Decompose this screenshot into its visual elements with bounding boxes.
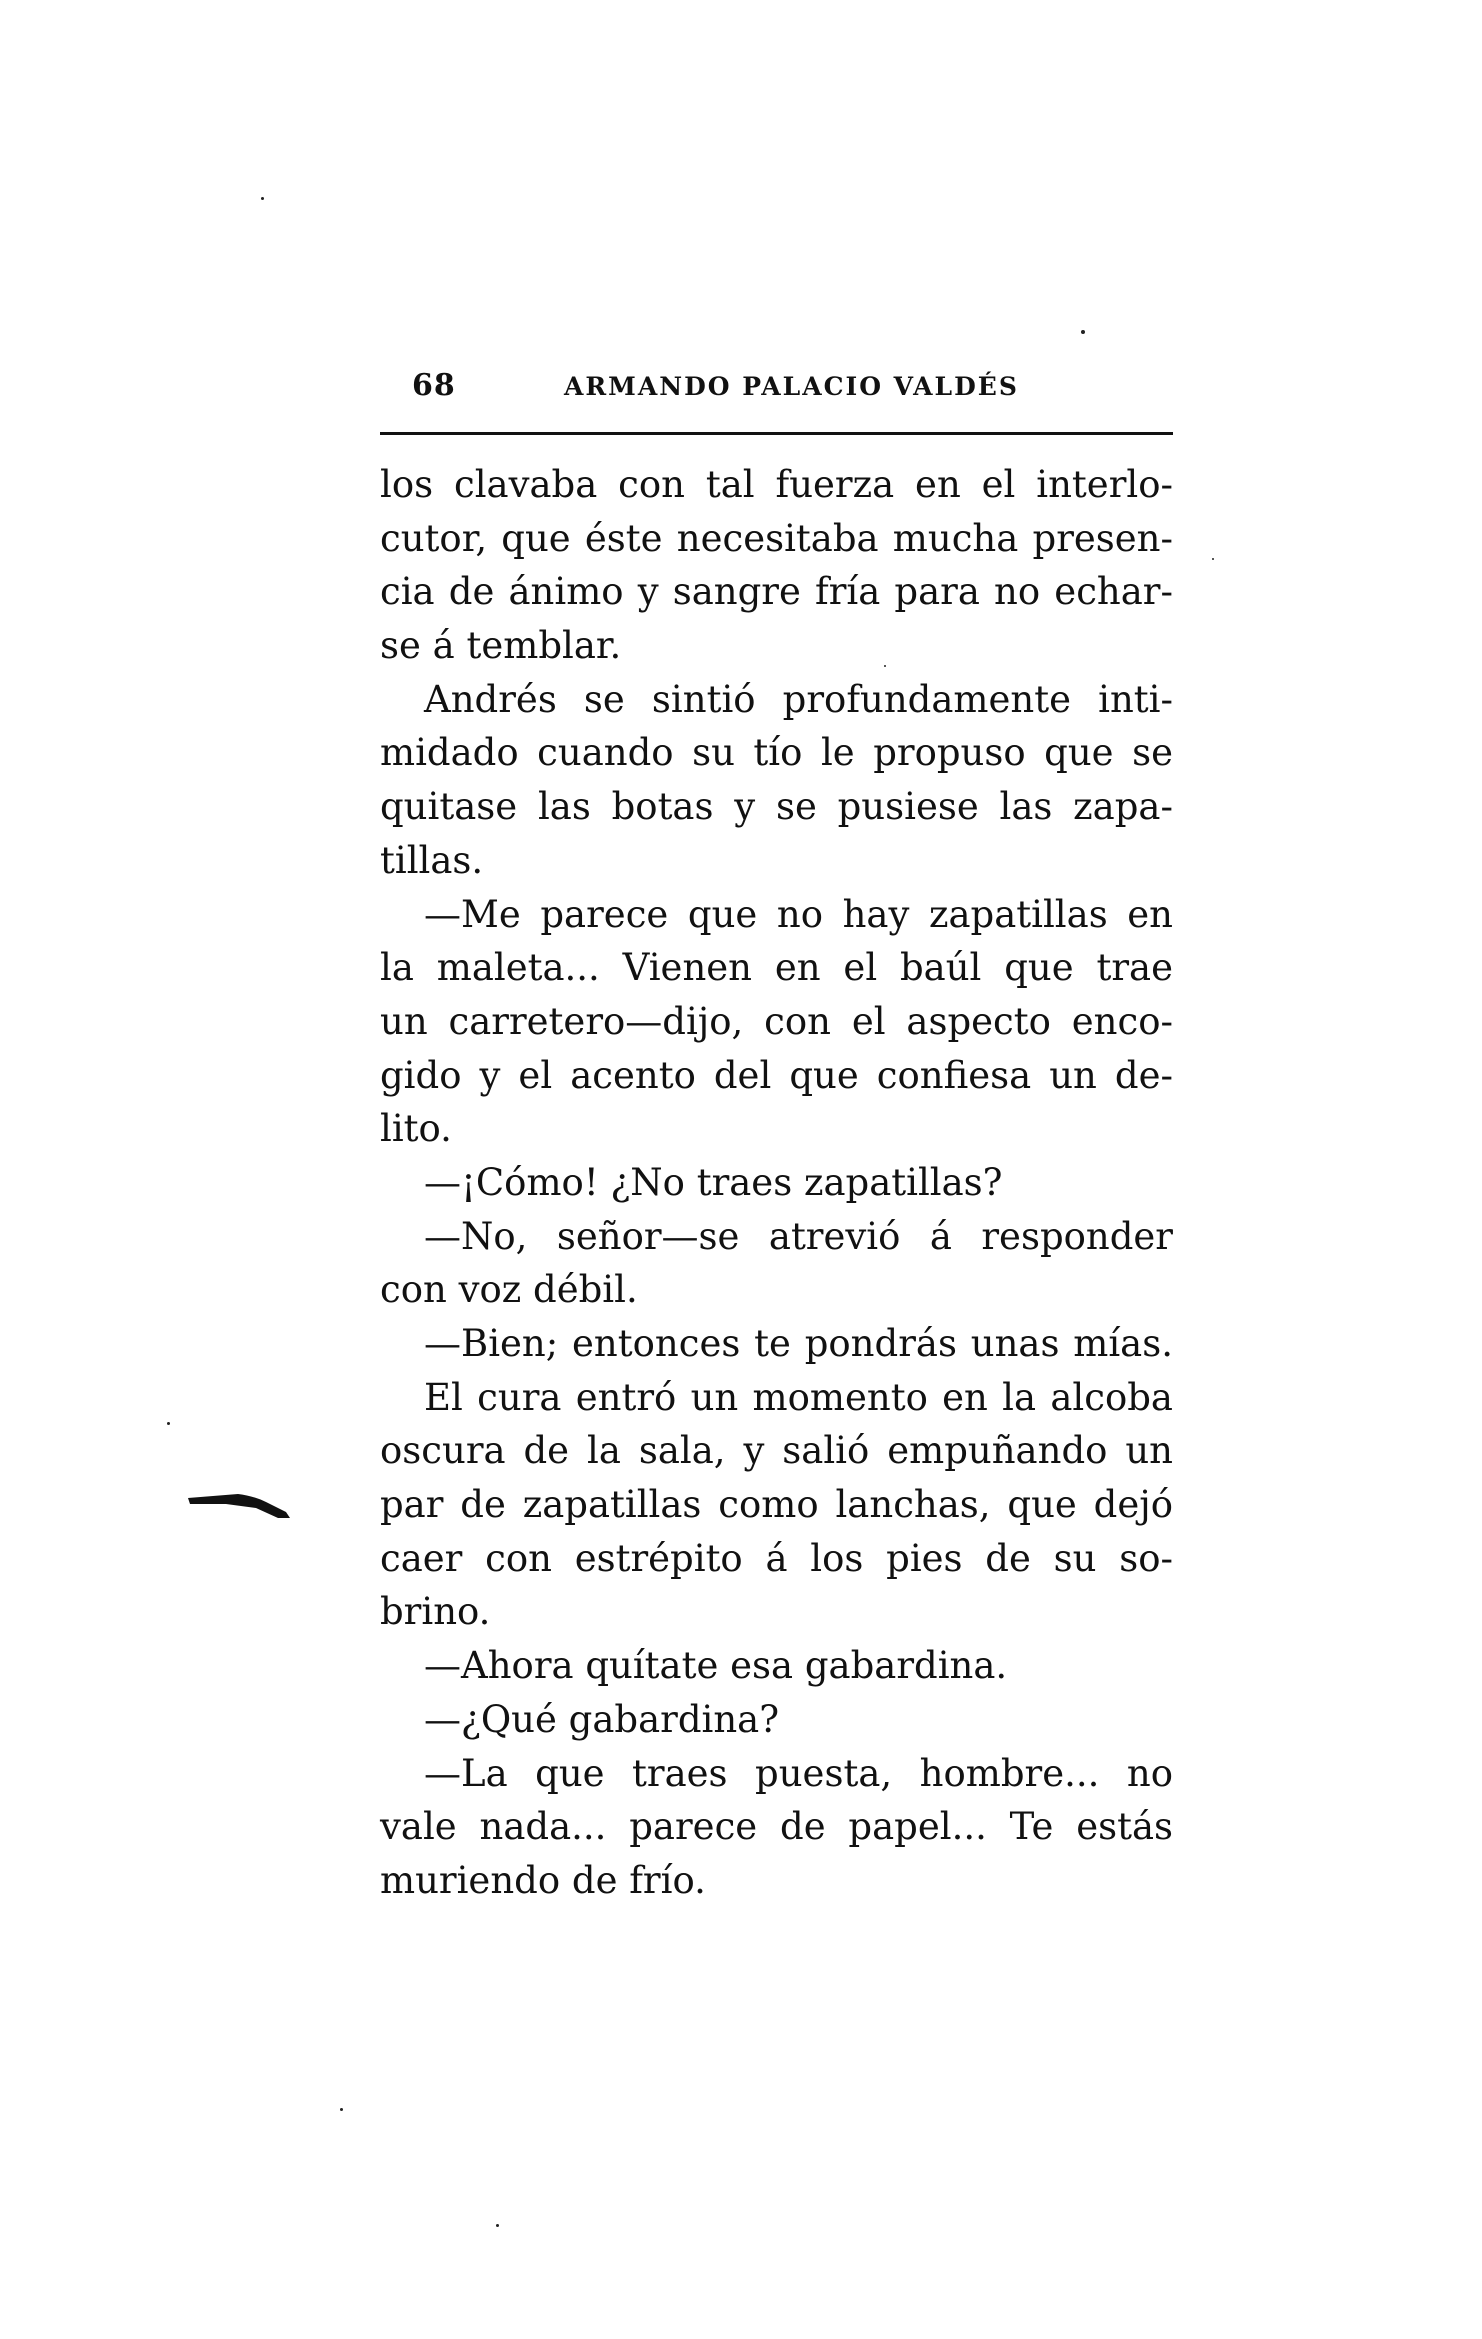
text-line: par de zapatillas como lanchas, que dejó xyxy=(380,1483,1173,1527)
text-line: El cura entró un momento en la alcoba xyxy=(424,1375,1173,1419)
text-line: gido y el acento del que confiesa un de- xyxy=(380,1053,1173,1097)
header-rule xyxy=(380,432,1173,435)
text-line: cia de ánimo y sangre fría para no echar- xyxy=(380,570,1173,614)
page-header xyxy=(412,368,1182,410)
text-line: la maleta... Vienen en el baúl que trae xyxy=(380,946,1173,990)
text-line: —No, señor—se atrevió á responder xyxy=(424,1214,1173,1258)
body-text xyxy=(380,458,1173,1908)
text-line: un carretero—dijo, con el aspecto enco- xyxy=(380,999,1173,1043)
text-line: los clavaba con tal fuerza en el interlo- xyxy=(380,463,1173,506)
text-line: lito. xyxy=(380,1107,452,1151)
text-line: oscura de la sala, y salió empuñando un xyxy=(380,1429,1173,1473)
text-line: midado cuando su tío le propuso que se xyxy=(380,731,1173,775)
scan-speck xyxy=(167,1422,170,1425)
text-line: tillas. xyxy=(380,838,484,882)
scan-speck xyxy=(884,665,886,667)
scan-speck xyxy=(261,197,264,200)
text-line: se á temblar. xyxy=(380,624,622,668)
text-line: —Ahora quítate esa gabardina. xyxy=(424,1644,1008,1688)
text-line: —Me parece que no hay zapatillas en xyxy=(424,892,1173,936)
scan-speck xyxy=(1081,330,1085,334)
text-line: —¿Qué gabardina? xyxy=(424,1697,780,1741)
text-line: Andrés se sintió profundamente inti- xyxy=(424,677,1173,721)
ink-smudge xyxy=(186,1488,306,1528)
text-line: con voz débil. xyxy=(380,1268,638,1312)
text-line: caer con estrépito á los pies de su so- xyxy=(380,1536,1173,1580)
text-line: cutor, que éste necesitaba mucha presen- xyxy=(380,516,1173,560)
text-line: —¡Cómo! ¿No traes zapatillas? xyxy=(424,1160,1003,1204)
scan-speck xyxy=(496,2224,499,2227)
scan-speck xyxy=(340,2108,343,2111)
running-head: ARMANDO PALACIO VALDÉS xyxy=(564,372,1019,401)
text-line: —La que traes puesta, hombre... no xyxy=(424,1751,1173,1795)
text-line: vale nada... parece de papel... Te estás xyxy=(380,1805,1173,1849)
page-number: 68 xyxy=(412,368,456,403)
text-line: —Bien; entonces te pondrás unas mías. xyxy=(424,1322,1173,1365)
scan-speck xyxy=(1212,558,1214,560)
text-line: muriendo de frío. xyxy=(380,1858,706,1902)
text-line: quitase las botas y se pusiese las zapa- xyxy=(380,785,1173,829)
text-line: brino. xyxy=(380,1590,491,1634)
